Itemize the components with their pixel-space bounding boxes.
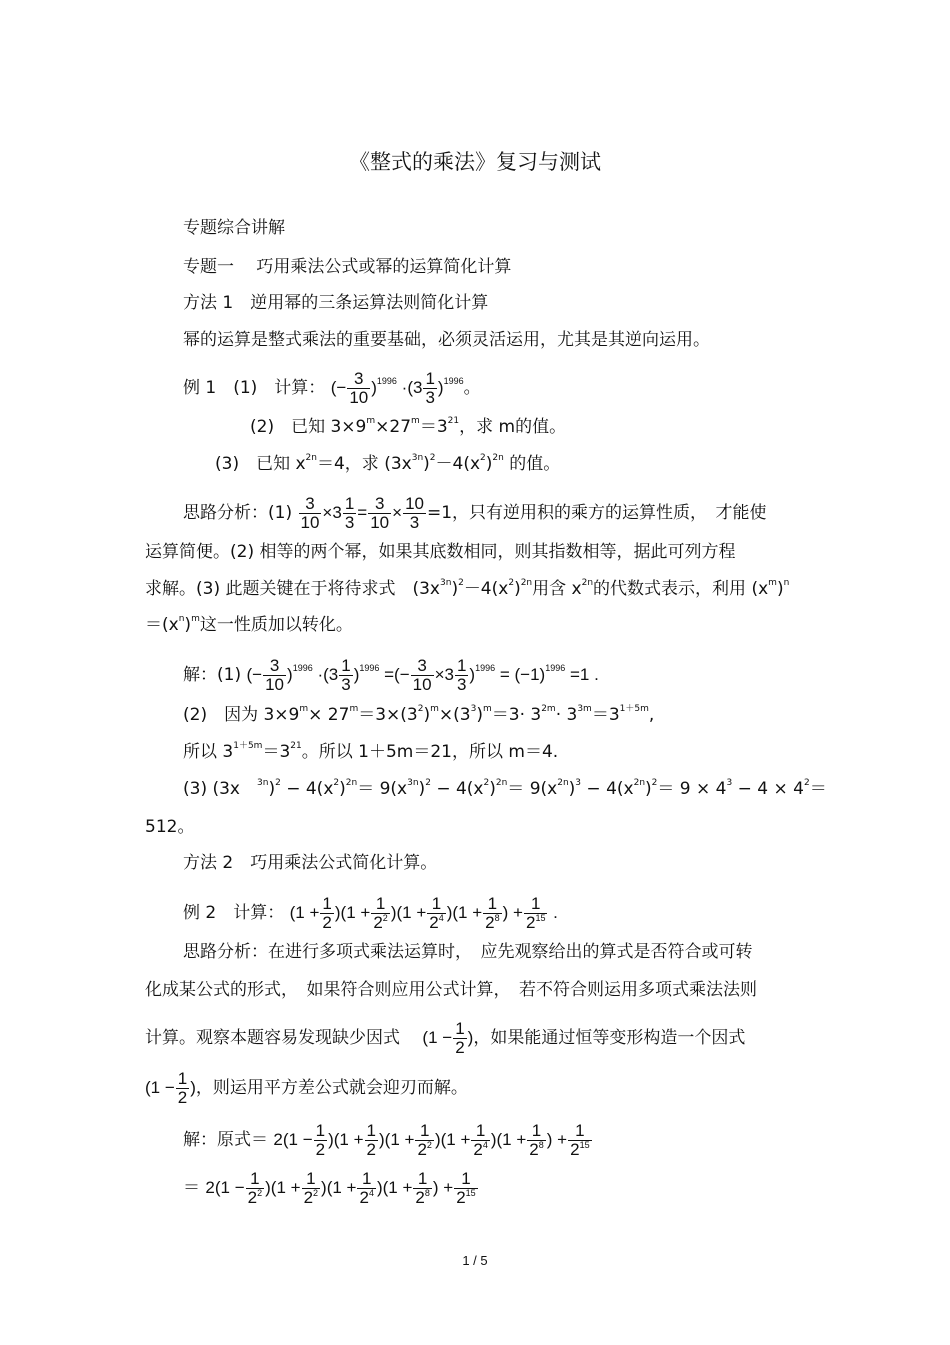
solution-2-line-1: 解：原式＝ 2(1 − $\frac{1}{2}$ )(1 + $\frac{1}{2}$ )(1 + $\frac{1}{2^2}$ )(1 + $\frac{1}{2^4}$ )(1 + $\frac{1}{2^8}$ ) + $\frac{1}{2^{15}}$ bbox=[183, 1121, 590, 1159]
section-heading: 专题综合讲解 bbox=[183, 218, 285, 238]
example-1-part-2: (2) 已知 $3\times 9^m\times 27^m=3^{21}$，求 m的值。 bbox=[250, 416, 567, 437]
analysis-1-line-4: $=(x^n)^m$这一性质加以转化。 bbox=[145, 614, 353, 635]
example-1-part-1: 例 1 (1) 计算： (− $\frac{3}{10}$ )$^{1996}$ ·(3 $\frac{1}{3}$ )$^{1996}$。 bbox=[183, 369, 481, 407]
solution-1-result: 512。 bbox=[145, 817, 195, 837]
analysis-1-line-1: 思路分析：(1) $\frac{3}{10}$ ×3 $\frac{1}{3}$ = $\frac{3}{10}$ × $\frac{10}{3}$ =1，只有逆用积的乘方的运算性质， 才能使 bbox=[183, 494, 767, 532]
example-2: 例 2 计算： (1 + $\frac{1}{2}$ )(1 + $\frac{1}{2^2}$ )(1 + $\frac{1}{2^4}$ )(1 + $\frac{1}{2^8}$ ) + $\frac{1}{2^{15}}$ . bbox=[183, 894, 558, 932]
method-1-heading: 方法 1 逆用幂的三条运算法则简化计算 bbox=[183, 293, 489, 313]
analysis-1-line-3: 求解。(3) 此题关键在于将待求式 $(3x^{3n})^2-4(x^2)^{2n}$用含 $x^{2n}$的代数式表示，利用 $(x^m)^n$ bbox=[145, 578, 790, 599]
solution-1-part-2: (2) 因为 $3\times 9^m\times 27^m=3\times(3^2)^m\times(3^3)^m=3\cdot 3^{2m}\cdot 3^{3m}=3^{1+5m}$, bbox=[183, 704, 655, 725]
solution-1-part-2b: 所以 $3^{1+5m}=3^{21}$。所以 1＋5m＝21，所以 m＝4. bbox=[183, 741, 559, 762]
analysis-1-line-2: 运算简便。(2) 相等的两个幂，如果其底数相同，则其指数相等，据此可列方程 bbox=[145, 542, 736, 562]
analysis-2-line-1: 思路分析：在进行多项式乘法运算时， 应先观察给出的算式是否符合或可转 bbox=[183, 942, 753, 962]
solution-1-part-3: (3) (3x $^{3n})^2 - 4(x^2)^{2n}= 9(x^{3n})^2 - 4(x^2)^{2n}= 9(x^{2n})^3 - 4(x^{2n})^2= 9 \times 4^3 - 4 \times 4^2=$ bbox=[183, 778, 827, 799]
analysis-2-line-3: 计算。观察本题容易发现缺少因式 (1 − $\frac{1}{2}$ )，如果能通过恒等变形构造一个因式 bbox=[145, 1019, 746, 1057]
intro-paragraph: 幂的运算是整式乘法的重要基础，必须灵活运用，尤其是其逆向运用。 bbox=[183, 330, 710, 350]
page-title: 《整式的乘法》复习与测试 bbox=[349, 150, 601, 174]
page-number: 1 / 5 bbox=[462, 1253, 488, 1268]
topic-heading: 专题一 巧用乘法公式或幂的运算简化计算 bbox=[183, 257, 512, 277]
method-2-heading: 方法 2 巧用乘法公式简化计算。 bbox=[183, 853, 438, 873]
analysis-2-line-4: (1 − $\frac{1}{2}$ )，则运用平方差公式就会迎刃而解。 bbox=[145, 1069, 468, 1107]
solution-2-line-2: ＝ 2(1 − $\frac{1}{2^2}$ )(1 + $\frac{1}{2^2}$ )(1 + $\frac{1}{2^4}$ )(1 + $\frac{1}{2^8}$ ) + $\frac{1}{2^{15}}$ bbox=[183, 1169, 476, 1207]
analysis-2-line-2: 化成某公式的形式， 如果符合则应用公式计算， 若不符合则运用多项式乘法法则 bbox=[145, 980, 757, 1000]
example-1-part-3: (3) 已知 $x^{2n}=4$，求 $(3x^{3n})^2-4(x^2)^{2n}$ 的值。 bbox=[215, 453, 561, 474]
solution-1-part-1: 解：(1) (− $\frac{3}{10}$ )$^{1996}$ ·(3 $\frac{1}{3}$ )$^{1996}$ =(− $\frac{3}{10}$ ×3 $\frac{1}{3}$ )$^{1996} = (-1)^{1996} =1$ . bbox=[183, 656, 599, 694]
